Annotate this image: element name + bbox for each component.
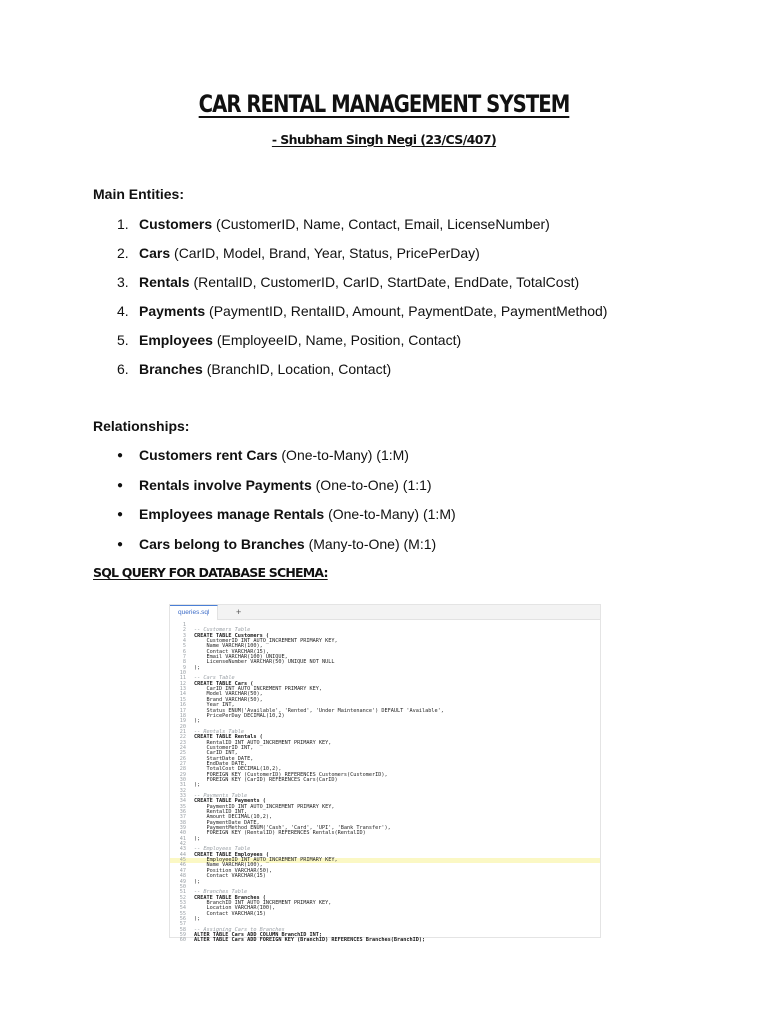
code-text: Contact VARCHAR(15) (194, 873, 266, 880)
line-number: 53 (179, 899, 186, 906)
code-editor-screenshot (169, 604, 601, 944)
line-number: 25 (179, 750, 186, 757)
entity-number: 4. (117, 303, 129, 319)
entity-number: 3. (117, 274, 129, 290)
entity-item (117, 361, 391, 377)
code-text: StartDate DATE, (194, 755, 254, 762)
entity-number: 1. (117, 216, 129, 232)
code-text: RentalID INT AUTO_INCREMENT PRIMARY KEY, (194, 739, 332, 746)
line-number: 34 (179, 798, 186, 805)
entity-item (117, 274, 579, 290)
line-number: 55 (179, 910, 186, 917)
line-number: 44 (179, 851, 186, 858)
code-text: EndDate DATE, (194, 760, 248, 767)
code-text: Contact VARCHAR(15) (194, 910, 266, 917)
line-number: 30 (179, 776, 186, 783)
line-number: 32 (179, 787, 186, 794)
code-text: Amount DECIMAL(10,2), (194, 814, 273, 821)
code-text: BranchID INT AUTO_INCREMENT PRIMARY KEY, (194, 899, 332, 906)
code-text: Year INT, (194, 702, 235, 709)
code-text: Name VARCHAR(100), (194, 643, 263, 650)
relationship-item (117, 447, 409, 463)
code-text: ); (194, 664, 201, 671)
line-number: 10 (179, 670, 186, 677)
code-text: FOREIGN KEY (RentalID) REFERENCES Rentals(RentalID) (194, 830, 366, 837)
code-text: LicenseNumber VARCHAR(50) UNIQUE NOT NULL (194, 659, 335, 666)
code-text: CarID INT AUTO_INCREMENT PRIMARY KEY, (194, 686, 323, 693)
entity-name: Customers (139, 216, 213, 232)
code-text: FOREIGN KEY (CustomerID) REFERENCES Customers(CustomerID), (194, 771, 388, 778)
code-text: -- Assigning Cars to Branches (194, 926, 285, 933)
code-text: Status ENUM('Available', 'Rented', 'Under Maintenance') DEFAULT 'Available', (194, 707, 444, 714)
entity-fields: (RentalID, CustomerID, CarID, StartDate, EndDate, TotalCost) (189, 274, 580, 290)
relationship-item (117, 477, 432, 493)
entity-fields: (CustomerID, Name, Contact, Email, LicenseNumber) (212, 216, 550, 232)
line-number: 23 (179, 739, 186, 746)
code-text: Name VARCHAR(100), (194, 862, 263, 869)
new-tab-icon[interactable]: + (236, 607, 242, 617)
code-text: -- Branches Table (194, 889, 248, 896)
line-number: 13 (179, 686, 186, 693)
bullet-icon: ● (117, 479, 124, 491)
entity-fields: (EmployeeID, Name, Position, Contact) (212, 332, 462, 348)
line-number: 9 (182, 664, 186, 671)
entity-item (117, 303, 607, 319)
line-number: 48 (179, 873, 186, 880)
code-text: CREATE TABLE Payments ( (194, 798, 266, 805)
code-text: Position VARCHAR(50), (194, 867, 273, 874)
line-number: 12 (179, 680, 186, 687)
code-text: CREATE TABLE Customers ( (194, 632, 269, 639)
line-number: 37 (179, 814, 186, 821)
sql-heading: SQL QUERY FOR DATABASE SCHEMA: (93, 565, 328, 580)
entities-heading: Main Entities: (93, 186, 185, 202)
code-text: CustomerID INT AUTO_INCREMENT PRIMARY KEY, (194, 638, 338, 645)
line-number: 51 (179, 889, 186, 896)
code-text: PricePerDay DECIMAL(10,2) (194, 712, 285, 719)
line-number: 31 (179, 782, 186, 789)
line-number: 58 (179, 926, 186, 933)
code-text: -- Rentals Table (194, 728, 244, 735)
editor-tab-bar (170, 605, 600, 620)
line-number: 3 (182, 632, 186, 639)
line-number: 24 (179, 744, 186, 751)
entity-name: Payments (139, 303, 206, 319)
code-text: PaymentDate DATE, (194, 819, 260, 826)
author-line: - Shubham Singh Negi (23/CS/407) (271, 132, 497, 147)
line-number: 26 (179, 755, 186, 762)
bullet-icon: ● (117, 509, 124, 520)
line-number: 19 (179, 718, 186, 725)
code-text: -- Payments Table (194, 793, 248, 799)
line-number: 4 (182, 638, 186, 645)
line-number: 45 (179, 857, 186, 864)
line-number: 57 (179, 921, 186, 928)
entity-number: 6. (117, 361, 129, 377)
line-number: 49 (179, 878, 186, 885)
line-number: 18 (179, 712, 186, 719)
code-text: ALTER TABLE Cars ADD FOREIGN KEY (BranchID) REFERENCES Branches(BranchID); (194, 937, 426, 944)
code-text: ); (194, 782, 201, 789)
line-number: 56 (179, 915, 186, 922)
code-text: TotalCost DECIMAL(10,2), (194, 766, 282, 773)
line-number: 38 (179, 819, 186, 826)
code-text: ); (194, 835, 201, 842)
code-text: Location VARCHAR(100), (194, 905, 276, 912)
line-number: 50 (179, 883, 186, 890)
line-number: 16 (179, 702, 186, 709)
document-title: CAR RENTAL MANAGEMENT SYSTEM (198, 90, 570, 118)
line-number: 5 (182, 643, 186, 650)
line-number: 41 (179, 835, 186, 842)
code-text: FOREIGN KEY (CarID) REFERENCES Cars(CarID) (194, 776, 338, 783)
entity-number: 2. (117, 245, 129, 261)
code-text: Model VARCHAR(50), (194, 691, 263, 698)
relationship-item (117, 506, 456, 522)
entity-fields: (CarID, Model, Brand, Year, Status, PricePerDay) (170, 245, 480, 261)
line-number: 54 (179, 905, 186, 912)
line-number: 43 (179, 846, 186, 853)
relationship-name: Employees manage Rentals (139, 506, 325, 522)
line-number: 35 (179, 803, 186, 810)
relationship-name: Cars belong to Branches (139, 535, 305, 552)
line-number: 40 (179, 830, 186, 837)
code-text: EmployeeID INT AUTO_INCREMENT PRIMARY KEY, (194, 857, 338, 864)
code-text: -- Cars Table (194, 675, 235, 682)
line-number: 27 (179, 760, 186, 767)
entity-item (117, 245, 480, 261)
line-number: 28 (179, 766, 186, 773)
line-number: 46 (179, 862, 186, 869)
line-number: 22 (179, 734, 186, 741)
relationship-detail: (Many-to-One) (M:1) (304, 535, 437, 552)
bullet-icon: ● (117, 450, 124, 461)
code-text: CREATE TABLE Branches ( (194, 894, 266, 901)
line-number: 20 (179, 723, 186, 730)
code-text: CustomerID INT, (194, 744, 254, 751)
line-number: 8 (182, 659, 186, 666)
line-number: 33 (179, 793, 186, 799)
code-text: CarID INT, (194, 750, 238, 757)
line-number: 42 (179, 841, 186, 848)
relationship-name: Customers rent Cars (139, 447, 278, 463)
line-number: 6 (182, 648, 186, 655)
line-number: 7 (182, 654, 186, 661)
code-line (170, 938, 600, 943)
line-number: 15 (179, 696, 186, 703)
code-text: CREATE TABLE Cars ( (194, 680, 254, 687)
line-number: 11 (179, 675, 186, 682)
entity-name: Branches (139, 361, 203, 377)
code-text: CREATE TABLE Employees ( (194, 851, 269, 858)
line-number: 2 (182, 627, 186, 634)
relationship-detail: (One-to-Many) (1:M) (277, 447, 409, 463)
relationships-heading: Relationships: (93, 418, 190, 434)
line-number: 36 (179, 809, 186, 816)
code-text: PaymentMethod ENUM('Cash', 'Card', 'UPI', 'Bank Transfer'), (194, 825, 391, 832)
code-area[interactable] (170, 623, 600, 944)
code-text: ALTER TABLE Cars ADD COLUMN BranchID INT; (194, 931, 323, 938)
entity-fields: (PaymentID, RentalID, Amount, PaymentDate, PaymentMethod) (205, 303, 608, 319)
entity-item (117, 216, 550, 232)
relationship-detail: (One-to-One) (1:1) (311, 476, 432, 493)
line-number: 47 (179, 867, 186, 874)
bullet-icon: ● (117, 538, 124, 550)
code-text: ); (194, 718, 201, 725)
entity-name: Cars (139, 245, 171, 261)
code-text: -- Customers Table (194, 627, 251, 634)
code-text: Email VARCHAR(100) UNIQUE, (194, 654, 288, 661)
line-number: 17 (179, 707, 186, 714)
code-text: -- Employees Table (194, 846, 251, 853)
entity-name: Employees (139, 332, 213, 348)
editor-tab[interactable]: queries.sql (170, 605, 218, 620)
relationship-item (117, 536, 436, 552)
entity-item (117, 332, 461, 348)
entity-fields: (BranchID, Location, Contact) (202, 361, 392, 377)
code-text: Brand VARCHAR(50), (194, 696, 263, 703)
code-text: ); (194, 878, 201, 885)
relationship-name: Rentals involve Payments (139, 476, 312, 493)
line-number: 60 (179, 937, 186, 944)
line-number: 14 (179, 691, 186, 698)
entity-name: Rentals (139, 274, 190, 290)
code-text: RentalID INT, (194, 809, 248, 816)
line-number: 29 (179, 771, 186, 778)
code-text: Contact VARCHAR(15), (194, 648, 269, 655)
line-number: 52 (179, 894, 186, 901)
code-text: PaymentID INT AUTO_INCREMENT PRIMARY KEY, (194, 803, 335, 810)
line-number: 1 (182, 622, 186, 628)
code-text: CREATE TABLE Rentals ( (194, 734, 263, 741)
code-text: ); (194, 915, 201, 922)
line-number: 39 (179, 825, 186, 832)
line-number: 21 (179, 728, 186, 735)
relationship-detail: (One-to-Many) (1:M) (324, 506, 456, 522)
line-number: 59 (179, 931, 186, 938)
entity-number: 5. (117, 332, 129, 348)
